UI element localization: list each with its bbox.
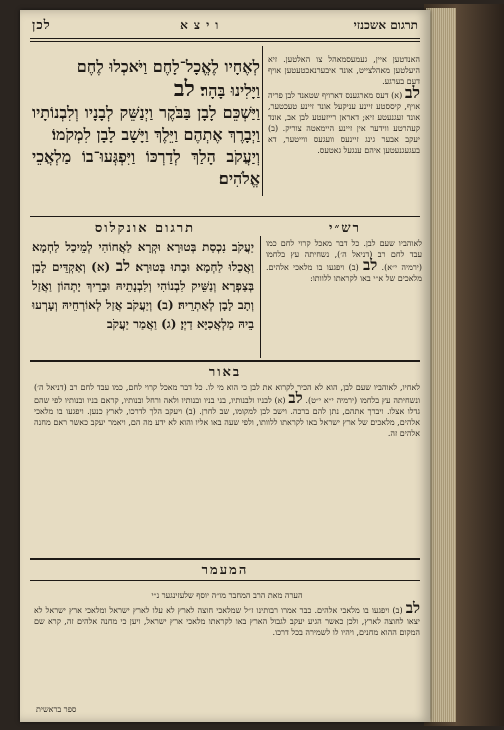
biur-text-2: (א) לבניו ולבנותיו, בני בניו ובנותיו ולאה ורחל ובנותיו, קראם בניו ובנותיו לפי שהם גדלו אצלו. ויברך אתהם, נתן להם ברכה. וישב לבן למקומו, שב לחרן. (ב) ויעקב הלך לדרכו, לארץ כנען. ויפגעו בו מלאכי אלהים, מלאכים של ארץ ישראל באו לקראתו ללוותו, ולפי שעה באו אליו והוא לא ידע מה הם, ויאמר יעקב כאשר ראם מחנה אלהים זה. <box>34 396 420 438</box>
torah-line-2: וַיָּלִינוּ בָּהָר׃ <box>200 81 260 100</box>
column-divider-mid <box>260 236 261 358</box>
yiddish-text-1: האנדטען איין, געמעסמאהל צו האלטען. זיא היעלטען מאהלצייט, אונד איבערנאכטעטען אויף דעם בערגע. <box>268 55 420 86</box>
biur-title: באור <box>208 365 242 380</box>
rashi-chapter: לב <box>363 256 378 274</box>
book-page <box>20 10 430 722</box>
rashi-text-2: (ב) ויפגעו בו מלאכי אלהים. מלאכים של א״י באו לקראתו ללוותו: <box>266 263 422 283</box>
biur-chapter: לב <box>288 389 303 407</box>
torah-text <box>32 56 260 190</box>
hameammer-commentary <box>34 590 420 638</box>
rashi-commentary <box>266 238 422 284</box>
onkelos-title: תרגום אונקלוס <box>94 221 196 236</box>
torah-line-1: לְאֶחָיו לֶאֱכָל־לָחֶם וַיֹּאכְלוּ לֶחֶם <box>76 57 260 76</box>
yiddish-title: תרגום אשכנזי <box>353 17 418 32</box>
biur-text-1: לאחיו, לאוהביו שעם לבן, הוא לא הכיר לקרוא את לבן כי הוא מי לו. כל דבר מאכל קרוי לחם, כמו עבד לחם רב (דניאל ה׳) ונשחיתה עץ בלחמו (ירמיה י״א י״ט). <box>34 383 420 405</box>
biur-commentary <box>34 382 420 439</box>
onkelos-text-1: יַעֲקֹב נִכְסַת בְּטוּרָא וּקְרָא לַאֲחוֹהִי לְמֵיכַל לַחְמָא וַאֲכַלוּ לַחְמָא וּבָתוּ בְּטוּרָא׃ <box>32 240 254 274</box>
onkelos-text-2: (א) וְאַקְדֵּים לָבָן בְּצַפְרָא וְנַשֵּׁיק לִבְנוֹהִי וְלִבְנָתֵיהּ וּבָרֵיךְ יָתְהוֹן וַאֲזַל וְתָב לָבָן לְאַתְרֵיהּ׃ (ב) וְיַעֲקֹב אֲזַל לְאוֹרְחֵיהּ וְעָרְעוּ בֵיהּ מַלְאֲכַיָּא דַיְיָ׃ (ג) וַאֲמַר יַעֲקֹב <box>32 260 254 331</box>
hameammer-note: הערה מאת הרב המחבר מו״ה יוסף שלעזינגער נ״י <box>151 591 303 600</box>
header-rule-2 <box>30 41 420 42</box>
section-rule-2 <box>30 360 420 362</box>
rashi-title: רש״י <box>329 221 361 236</box>
hameammer-title: המעמר <box>201 563 249 578</box>
onkelos-chapter: לב <box>115 257 130 275</box>
hameammer-chapter: לב <box>405 599 421 617</box>
header-rule <box>30 38 420 39</box>
section-rule-3 <box>30 558 420 560</box>
section-rule-1 <box>30 216 420 217</box>
page-edges <box>426 8 456 722</box>
hameammer-text: (ב) ויפגעו בו מלאכי אלהים. כבר אמרו רבותינו ז״ל שמלאכי חוצה לארץ לא עלו לארץ ישראל ומלאכי ארץ ישראל לא יצאו לחוצה לארץ, ולכן כאשר הגיע יעקב לגבול הארץ באו לקראתו מלאכי ארץ ישראל, ויען כי מחנה אלהים זה, קרא שם המקום ההוא מחנים, ויהיו לו לשמירה בכל דרכו. <box>34 606 420 637</box>
rashi-text-1: לאוהביו שעם לבן. כל דבר מאכל קרוי לחם כמו עבד לחם רב (דניאל ה׳), נשחיתה עץ בלחמו (ירמיה י״א). <box>266 239 423 272</box>
chapter-number: לב <box>173 76 195 102</box>
folio: לכן <box>32 18 51 33</box>
section-rule-4 <box>30 580 420 581</box>
parasha-name: ויצא <box>180 17 225 32</box>
torah-verse-1: וַיַּשְׁכֵּם לָבָן בַּבֹּקֶר וַיְנַשֵּׁק לְבָנָיו וְלִבְנוֹתָיו וַיְבָרֶךְ אֶתְהֶם וַיֵּלֶךְ וַיָּשָׁב לָבָן לִמְקֹמוֹ׃ <box>32 103 260 144</box>
torah-verse-2: וְיַעֲקֹב הָלַךְ לְדַרְכּוֹ וַיִּפְגְּעוּ־בוֹ מַלְאֲכֵי אֱלֹהִים׃ <box>32 147 260 188</box>
yiddish-chapter: לב <box>404 83 421 102</box>
yiddish-translation <box>268 54 420 156</box>
onkelos-text <box>32 238 254 334</box>
column-divider-top <box>262 46 263 196</box>
signature-mark: ספר בראשית <box>36 705 77 714</box>
yiddish-text-2: (א) דעס מארגענס דארויף שטאנד לבן פריה אויף, קיססטע זיינע עניקעל אונד זיינע טעכטער, אונד זעגנעטע זיא; דאראן רייזעטע לבן אב, אונד קעהרטע ווידער אין זיינע היימאטה צוריק. (ב) יעקב אבער גינג זיינעס וועגעס ווייטער, דא בעגעגנעטען איהם ענגעל גאטעס. <box>268 91 420 155</box>
running-header <box>32 16 418 34</box>
